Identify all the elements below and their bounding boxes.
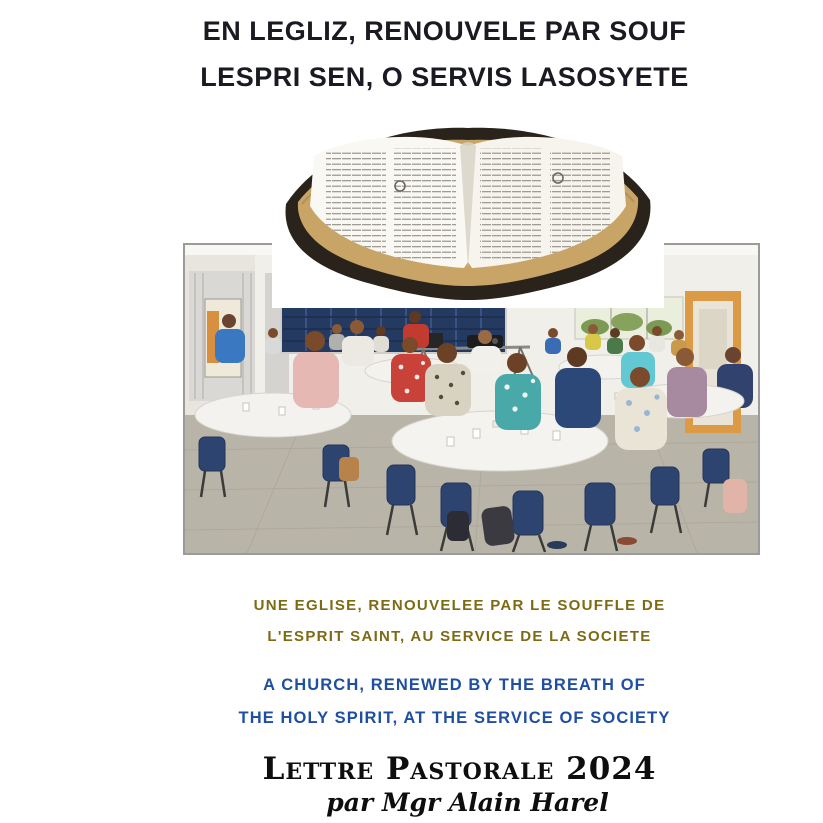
french-subtitle [96,590,823,652]
bible-image [272,112,664,308]
author-line: par Mgr Alain Harel [326,788,609,817]
french-subtitle-line1: UNE EGLISE, RENOUVELEE PAR LE SOUFFLE DE [253,597,666,614]
pastoral-letter-title: Lettre Pastorale 2024 [262,751,657,787]
creole-title-line2: LESPRI SEN, O SERVIS LASOSYETE [200,62,689,92]
creole-title-line1: EN LEGLIZ, RENOUVELE PAR SOUF [202,16,687,46]
english-subtitle-line1: A CHURCH, RENEWED BY THE BREATH OF [263,676,646,694]
creole-title [66,8,823,100]
english-subtitle [86,669,823,735]
open-bible [272,112,664,308]
french-subtitle-line2: L'ESPRIT SAINT, AU SERVICE DE LA SOCIETE [267,628,652,645]
english-subtitle-line2: THE HOLY SPIRIT, AT THE SERVICE OF SOCIETY [238,709,671,727]
